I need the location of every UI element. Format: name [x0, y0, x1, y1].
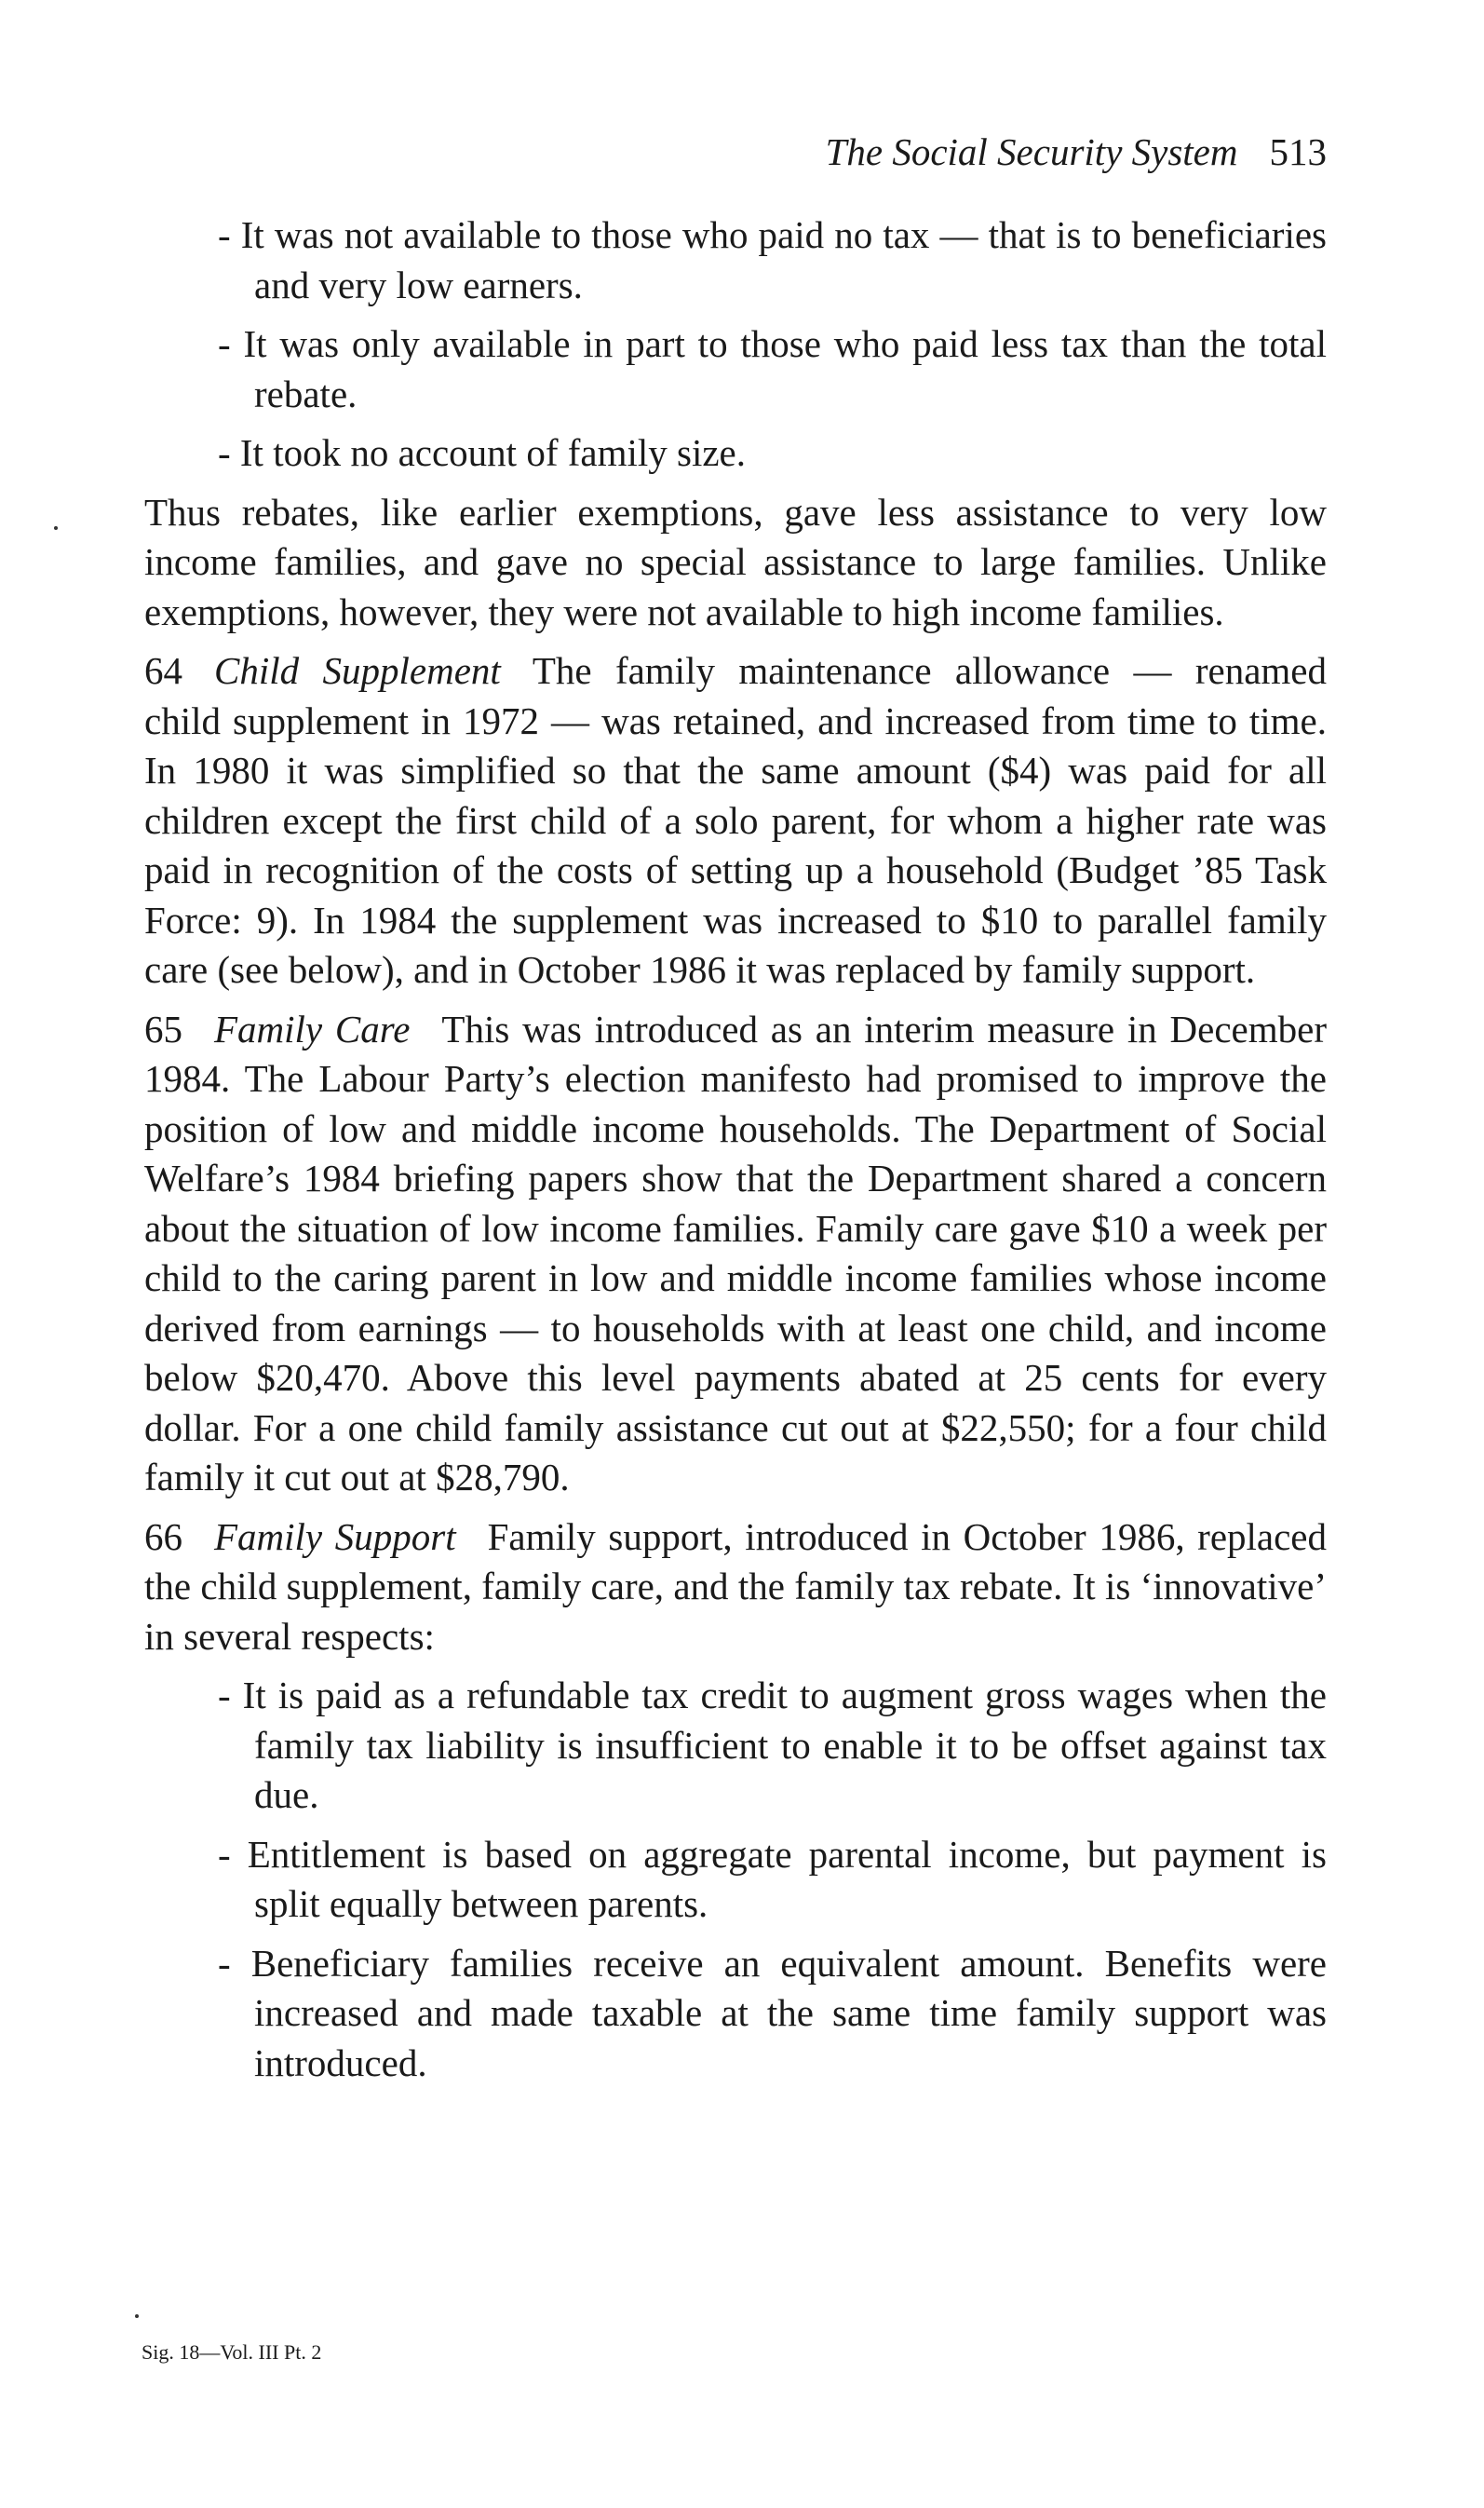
section-text: Family support, introduced in October 1986, replaced the child supplement, family care, and the family tax rebate. It is ‘innovative’ in several respects: — [144, 1514, 1328, 1658]
running-title: The Social Security System — [825, 130, 1238, 173]
section-65 — [144, 1005, 1327, 1503]
section-number: 65 — [144, 1007, 182, 1051]
bullet-item: - Entitlement is based on aggregate parental income, but payment is split equally between parents. — [218, 1832, 1327, 1925]
bullet-item: - Beneficiary families receive an equivalent amount. Benefits were increased and made taxable at the same time family support was introduced. — [218, 1941, 1327, 2084]
bullet-item: - It took no account of family size. — [218, 431, 746, 474]
section-number: 64 — [144, 649, 182, 692]
section-text: This was introduced as an interim measure in December 1984. The Labour Party’s election manifesto had promised to improve the position of low and middle income households. The Department of Social Welfare’s 1984 briefing papers show that the Department shared a concern about the situation of low income families. Family care gave $10 a week per child to the caring parent in low and middle income families whose income derived from earnings — to households with at least one child, and income below $20,470. Above this level payments abated at 25 cents for every dollar. For a one child family assistance cut out at $22,550; for a four child family it cut out at $28,790. — [144, 1007, 1327, 1498]
section-text: The family maintenance allowance — renamed child supplement in 1972 — was retained, and increased from time to time. In 1980 it was simplified so that the same amount ($4) was paid for all children except the first child of a solo parent, for whom a higher rate was paid in recognition of the costs of setting up a household (Budget ’85 Task Force: 9). In 1984 the supplement was increased to $10 to parallel family care (see below), and in October 1986 it was replaced by family support. — [144, 649, 1328, 991]
body-text — [144, 210, 1327, 2097]
section-heading: Family Care — [214, 1007, 411, 1051]
section-66 — [144, 1512, 1327, 1662]
section-number: 66 — [144, 1514, 182, 1558]
margin-dot — [135, 2314, 139, 2318]
bullet-item: - It was not available to those who paid no tax — that is to beneficiaries and very low earners. — [218, 213, 1327, 306]
section-heading: Family Support — [214, 1514, 456, 1558]
signature-mark: Sig. 18—Vol. III Pt. 2 — [142, 2340, 322, 2364]
bullet-item: - It is paid as a refundable tax credit to augment gross wages when the family tax liability is insufficient to enable it to be offset against tax due. — [218, 1674, 1327, 1816]
paragraph-rebates: Thus rebates, like earlier exemptions, gave less assistance to very low income families, and gave no special assistance to large families. Unlike exemptions, however, they were not available to high income families. — [144, 490, 1327, 633]
section-heading: Child Supplement — [214, 649, 501, 692]
running-header — [144, 129, 1327, 175]
section-64 — [144, 646, 1327, 996]
margin-dot — [54, 526, 58, 530]
page-number: 513 — [1269, 130, 1327, 173]
bullet-item: - It was only available in part to those who paid less tax than the total rebate. — [218, 322, 1327, 415]
